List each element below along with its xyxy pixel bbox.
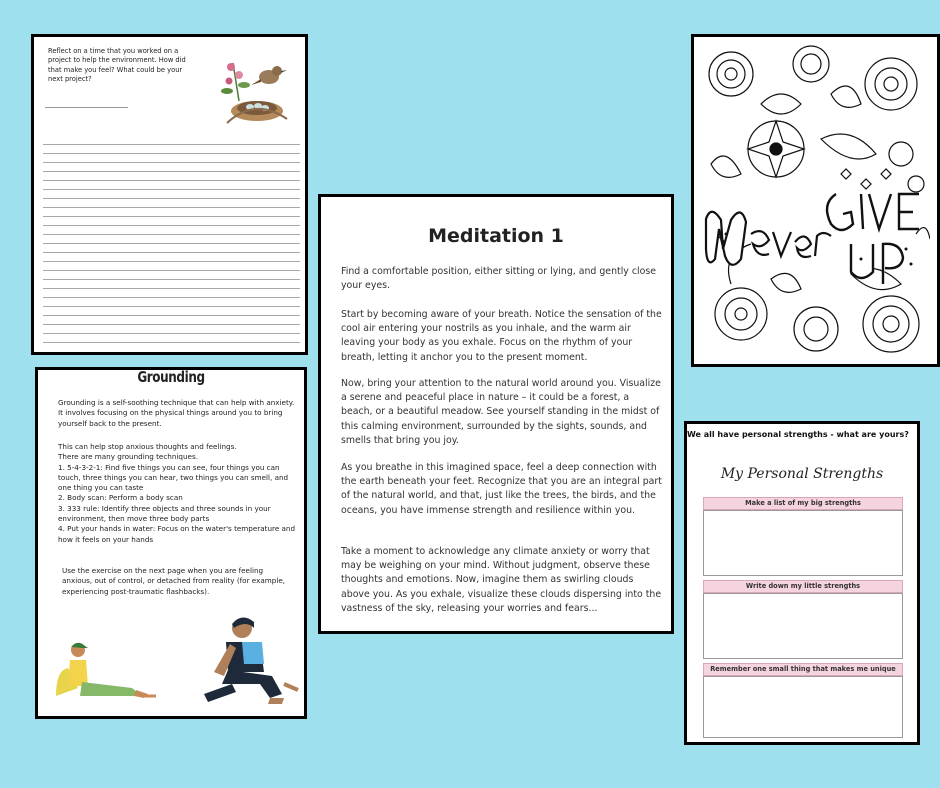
grounding-outro: Use the exercise on the next page when you are feeling anxious, out of control, or detached from reality (for example, experiencing post-traumatic flashbacks). bbox=[62, 566, 286, 596]
writing-lines bbox=[43, 136, 300, 347]
meditation-paragraph: Take a moment to acknowledge any climate anxiety or worry that may be weighing on your mind. Without judgment, observe these thoughts and emotions. Now, imagine them as swirling clouds above you. As you exhale, visualize these clouds dispersing into the vastness of the sky, releasing your worries and fears... bbox=[341, 546, 662, 614]
reflection-worksheet-card bbox=[31, 34, 308, 355]
big-strengths-box bbox=[703, 510, 903, 576]
personal-strengths-card bbox=[684, 421, 920, 745]
unique-thing-box bbox=[703, 676, 903, 738]
meditation-paragraph: As you breathe in this imagined space, feel a deep connection with the earth beneath your feet. Recognize that you are an integral part of the natural world, and that, just like the trees, the birds, and the oceans, you have immense strength and resilience within you. bbox=[341, 462, 662, 516]
strengths-title: My Personal Strengths bbox=[720, 466, 884, 482]
meditation-paragraph: Find a comfortable position, either sitting or lying, and gently close your eyes. bbox=[341, 266, 656, 292]
meditation-paragraph: Now, bring your attention to the natural world around you. Visualize a serene and peaceful place in nature – it could be a forest, a beach, or a beautiful meadow. See yourself standing in the midst of this calming environment, surrounded by the sights, sounds, and smells that bring you joy. bbox=[341, 378, 661, 446]
name-line bbox=[45, 107, 128, 108]
section-label-big-strengths: Make a list of my big strengths bbox=[703, 497, 903, 510]
bird-nest-illustration bbox=[217, 53, 293, 129]
section-label-unique-thing: Remember one small thing that makes me unique bbox=[703, 663, 903, 676]
grounding-intro: Grounding is a self-soothing technique that can help with anxiety. It involves focusing on the physical things around you to bring yourself back to the present. bbox=[58, 398, 295, 428]
reflection-prompt: Reflect on a time that you worked on a project to help the environment. How did that make you feel? What could be your next project? bbox=[48, 47, 186, 83]
grounding-line: 3. 333 rule: Identify three objects and three sounds in your environment, then move three body parts bbox=[58, 503, 271, 524]
meditation-paragraph: Start by becoming aware of your breath. Notice the sensation of the cool air entering your nostrils as you inhale, and the warm air leaving your body as you exhale. Focus on the rhythm of your breath, letting it anchor you to the present moment. bbox=[341, 309, 662, 363]
little-strengths-box bbox=[703, 593, 903, 659]
grounding-worksheet-card bbox=[35, 367, 307, 719]
strengths-header: We all have personal strengths - what are yours? bbox=[687, 430, 909, 439]
never-give-up-coloring-illustration bbox=[701, 44, 930, 357]
sitting-person-illustration bbox=[202, 614, 302, 706]
grounding-line: 4. Put your hands in water: Focus on the water's temperature and how it feels on your hands bbox=[58, 524, 296, 544]
grounding-line: There are many grounding techniques. bbox=[58, 452, 198, 462]
coloring-page-card bbox=[691, 34, 940, 367]
meditation-card bbox=[318, 194, 674, 634]
meditation-title: Meditation 1 bbox=[428, 225, 564, 247]
relaxing-person-illustration bbox=[52, 640, 162, 700]
section-label-little-strengths: Write down my little strengths bbox=[703, 580, 903, 593]
grounding-line: This can help stop anxious thoughts and feelings. bbox=[58, 442, 237, 451]
grounding-title: Grounding bbox=[137, 368, 205, 386]
grounding-techniques bbox=[58, 442, 298, 545]
grounding-line: 2. Body scan: Perform a body scan bbox=[58, 493, 183, 503]
grounding-line: 1. 5-4-3-2-1: Find five things you can see, four things you can touch, three things you can hear, two things you can smell, and one thing you can taste bbox=[58, 462, 289, 493]
